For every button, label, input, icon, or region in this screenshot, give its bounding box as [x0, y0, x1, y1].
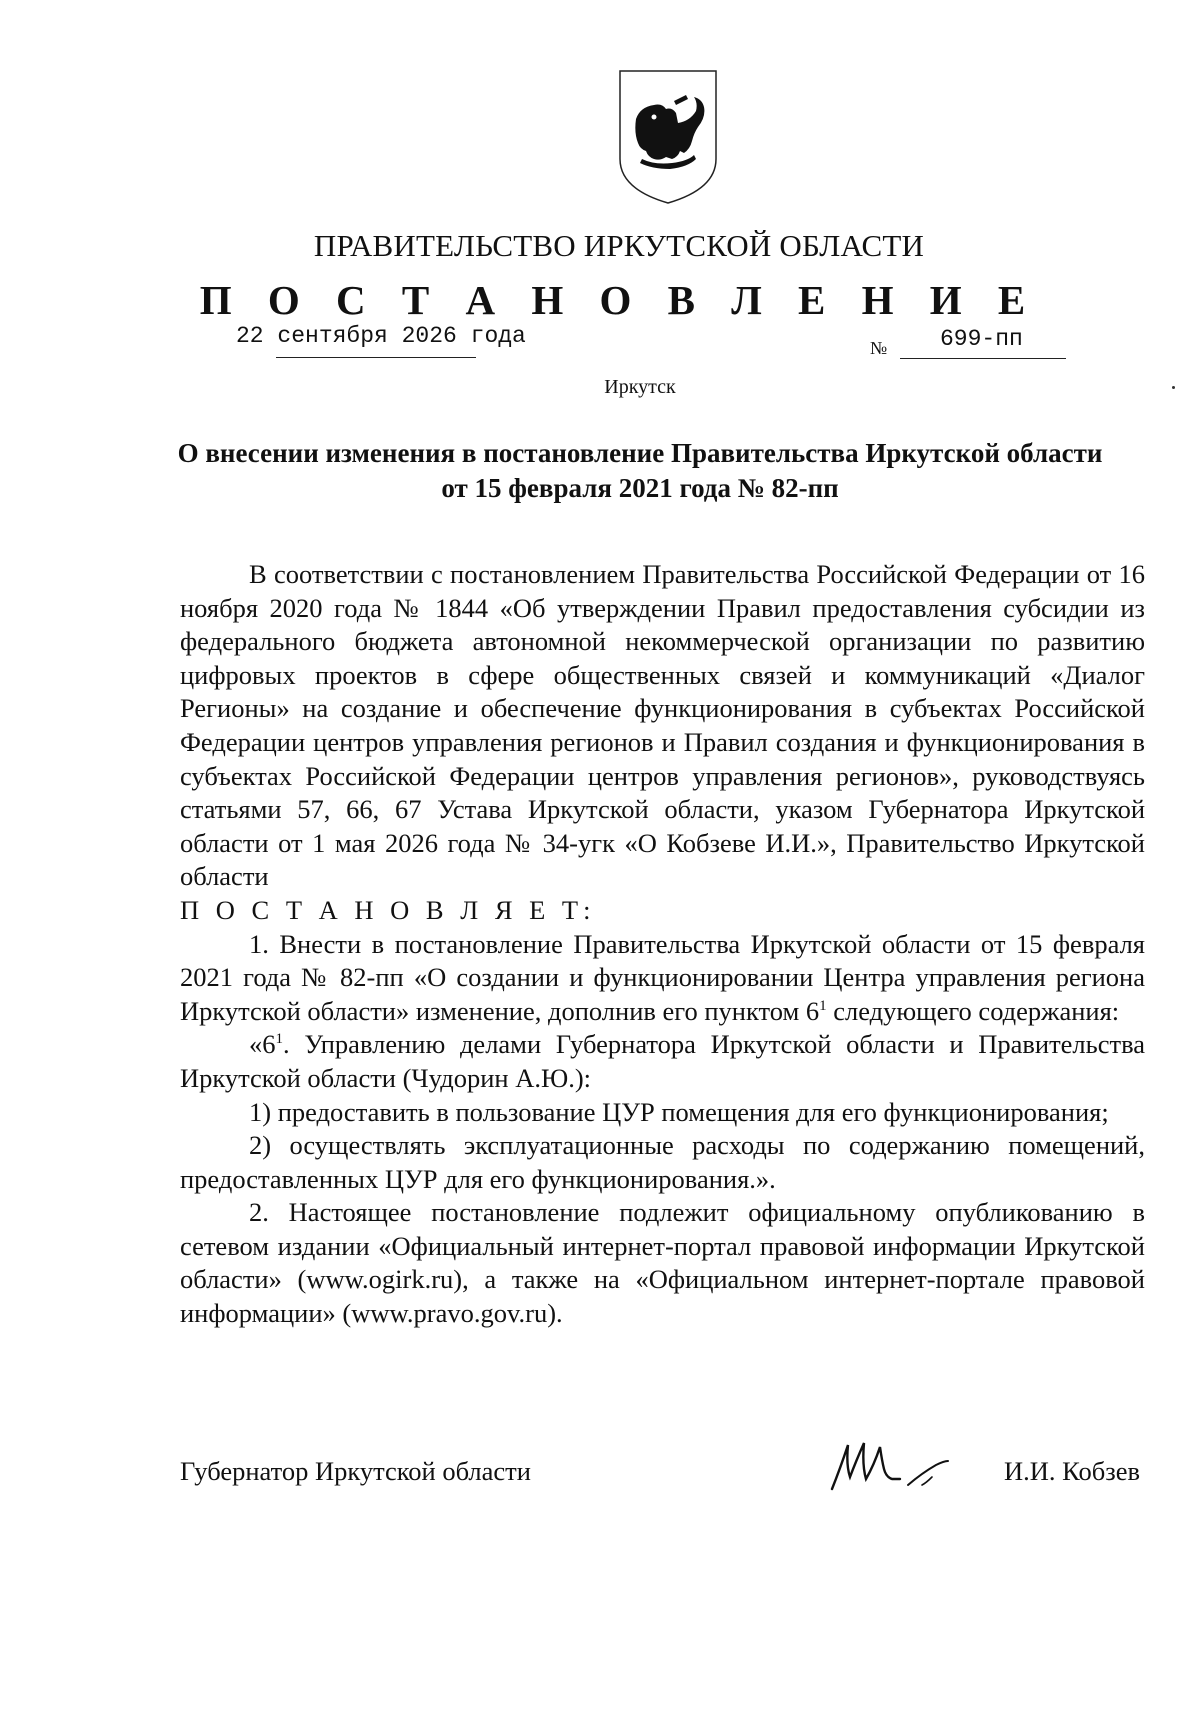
document-number: 699-пп: [940, 326, 1023, 352]
subpoint-2-paragraph: 2) осуществлять эксплуатационные расходы по содержанию помещений, предоставленных ЦУР для его функционирования.».: [180, 1130, 1145, 1194]
preamble-paragraph: В соответствии с постановлением Правительства Российской Федерации от 16 ноября 2020 года № 1844 «Об утверждении Правил предоставления субсидии из федерального бюджета автономной некоммерческой организации по развитию цифровых проектов в сфере общественных связей и коммуникаций «Диалог Регионы» на создание и обеспечение функционирования в субъектах Российской Федерации центров управления регионов и Правил создания и функционирования в субъектах Российской Федерации центров управления регионов», руководствуясь статьями 57, 66, 67 Устава Иркутской области, указом Губернатора Иркутской области от 1 мая 2026 года № 34-угк «О Кобзеве И.И.», Правительство Иркутской области: [180, 559, 1145, 892]
subject-line-2: от 15 февраля 2021 года № 82-пп: [441, 473, 839, 503]
document-city: Иркутск: [604, 376, 676, 398]
subpoint-1-paragraph: 1) предоставить в пользование ЦУР помещения для его функционирования;: [249, 1096, 1109, 1127]
subject-line-1: О внесении изменения в постановление Правительства Иркутской области: [177, 438, 1103, 468]
document-subject: [150, 436, 1130, 506]
item-2-paragraph: 2. Настоящее постановление подлежит официальному опубликованию в сетевом издании «Официальный интернет-портал правовой информации Иркутской области» (www.ogirk.ru), а также на «Официальном интернет-портале правовой информации» (www.pravo.gov.ru).: [180, 1197, 1145, 1329]
decides-heading: П О С Т А Н О В Л Я Е Т:: [180, 894, 596, 925]
item-1-text-end: следующего содержания:: [826, 995, 1120, 1026]
item-1-text: 1. Внести в постановление Правительства Иркутской области от 15 февраля 2021 года № 82-пп «О создании и функционировании Центра управления региона Иркутской области» изменение, дополнив его пунктом 6: [180, 928, 1145, 1026]
signatory-name: И.И. Кобзев: [1004, 1456, 1140, 1486]
government-title: ПРАВИТЕЛЬСТВО ИРКУТСКОЙ ОБЛАСТИ: [313, 228, 925, 263]
coat-of-arms-emblem: [614, 67, 722, 207]
quoted-point-text: . Управлению делами Губернатора Иркутской области и Правительства Иркутской области (Чудорин А.Ю.):: [180, 1029, 1145, 1093]
scan-speck: [1172, 386, 1175, 389]
document-body: [180, 558, 1145, 1331]
document-date: 22 сентября 2026 года: [236, 323, 526, 349]
document-type-heading: П О С Т А Н О В Л Е Н И Е: [199, 277, 1039, 323]
signatory-position: Губернатор Иркутской области: [180, 1456, 531, 1486]
item-1-paragraph: [180, 928, 1145, 1029]
quoted-point-superscript: 1: [275, 1031, 283, 1048]
item-1-superscript: 1: [819, 997, 827, 1014]
handwritten-signature: [826, 1425, 1006, 1497]
number-underline: [900, 358, 1066, 359]
date-underline: [276, 357, 476, 358]
quoted-point-paragraph: [180, 1028, 1145, 1095]
number-sign: №: [870, 338, 888, 358]
quoted-point-number: «6: [249, 1029, 276, 1060]
